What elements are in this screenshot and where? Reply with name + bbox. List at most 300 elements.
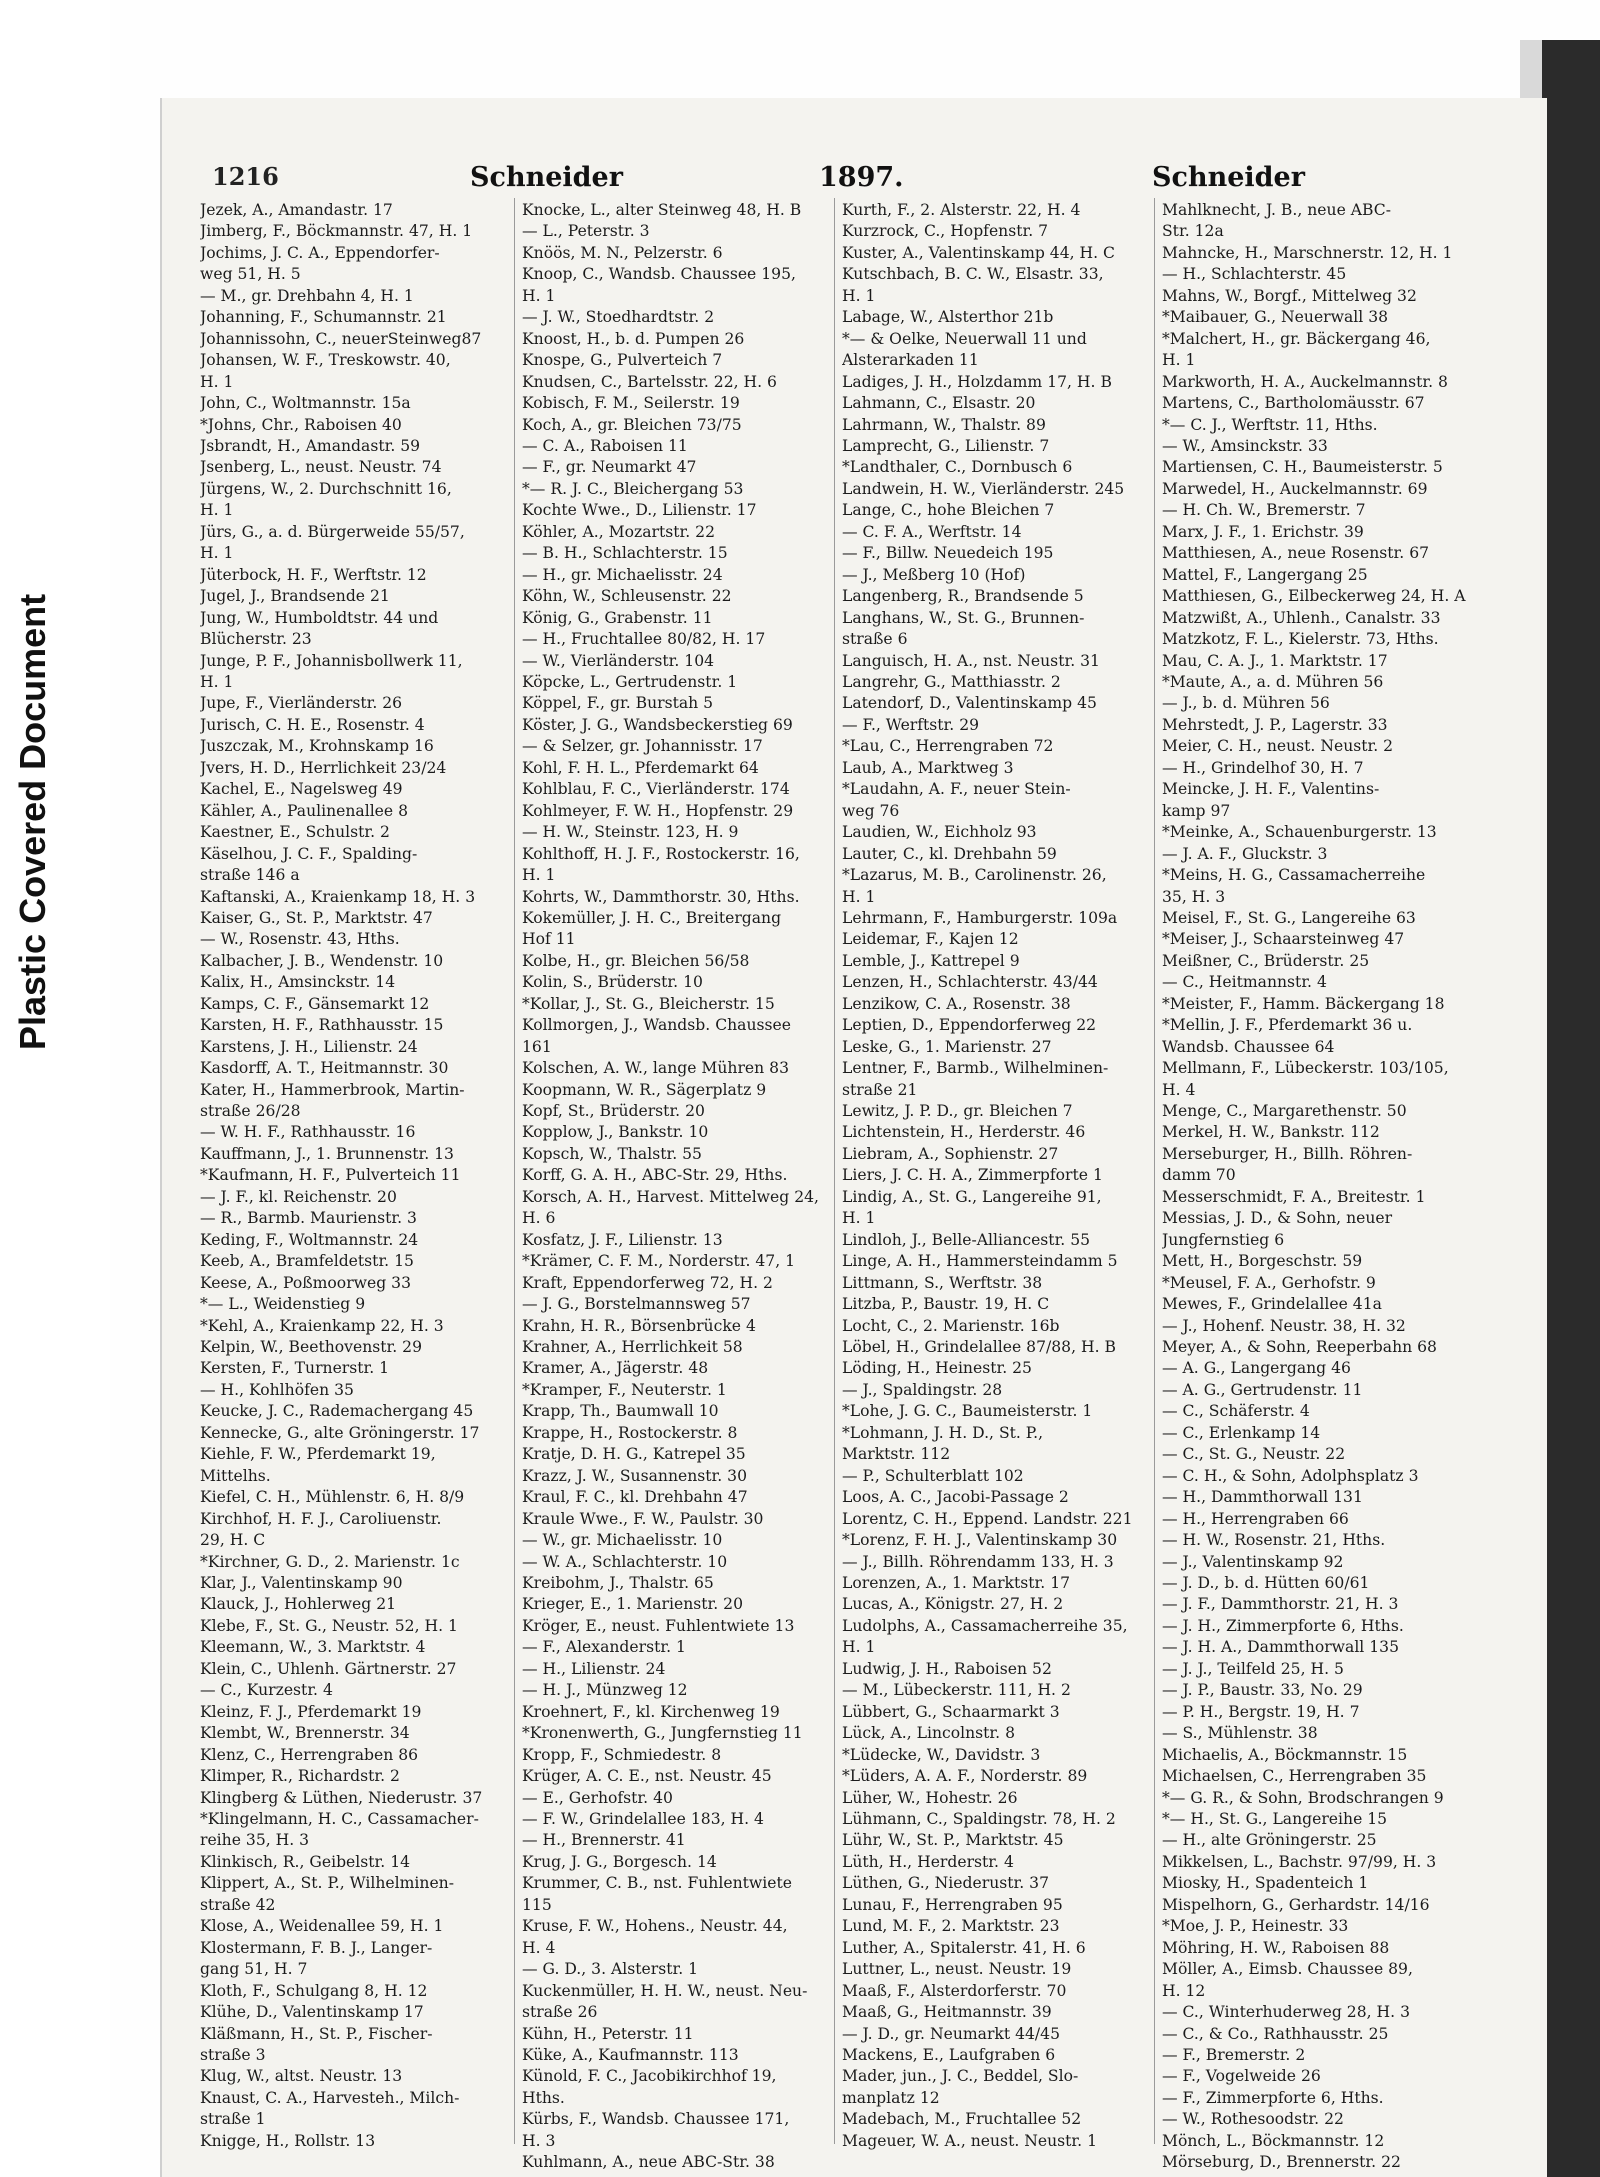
directory-entry: Kohrts, W., Dammthorstr. 30, Hths.	[522, 887, 800, 906]
directory-entry: Lübbert, G., Schaarmarkt 3	[842, 1702, 1060, 1721]
directory-entry: Kohl, F. H. L., Pferdemarkt 64	[522, 758, 759, 777]
directory-entry: Möhring, H. W., Raboisen 88	[1162, 1938, 1390, 1957]
directory-entry: Kiehle, F. W., Pferdemarkt 19,	[200, 1445, 436, 1464]
directory-entry: — L., Peterstr. 3	[522, 222, 650, 241]
directory-entry: Löbel, H., Grindelallee 87/88, H. B	[842, 1338, 1116, 1357]
directory-entry: Miosky, H., Spadenteich 1	[1162, 1874, 1369, 1893]
directory-entry: Kohlmeyer, F. W. H., Hopfenstr. 29	[522, 801, 794, 820]
directory-entry: Kolschen, A. W., lange Mühren 83	[522, 1059, 789, 1078]
directory-entry: Krüger, A. C. E., nst. Neustr. 45	[522, 1767, 772, 1786]
directory-entry: Kirchhof, H. F. J., Caroliuenstr.	[200, 1509, 442, 1528]
directory-entry: Kohlthoff, H. J. F., Rostockerstr. 16,	[522, 844, 800, 863]
directory-entry: *Maibauer, G., Neuerwall 38	[1162, 308, 1389, 327]
directory-entry: Keucke, J. C., Rademachergang 45	[200, 1402, 474, 1421]
directory-entry: Kobisch, F. M., Seilerstr. 19	[522, 394, 740, 413]
directory-entry: Kraul, F. C., kl. Drehbahn 47	[522, 1488, 748, 1507]
directory-entry: Jimberg, F., Böckmannstr. 47, H. 1	[200, 222, 473, 241]
directory-entry: Krapp, Th., Baumwall 10	[522, 1402, 719, 1421]
directory-entry: *Meins, H. G., Cassamacherreihe	[1162, 866, 1426, 885]
directory-entry: — A. G., Gertrudenstr. 11	[1162, 1380, 1363, 1399]
directory-entry: Kleinz, F. J., Pferdemarkt 19	[200, 1702, 422, 1721]
directory-entry: Klinkisch, R., Geibelstr. 14	[200, 1852, 411, 1871]
directory-entry: — W., Rosenstr. 43, Hths.	[200, 930, 400, 949]
directory-entry: — H., Grindelhof 30, H. 7	[1162, 758, 1364, 777]
directory-entry: Küke, A., Kaufmannstr. 113	[522, 2045, 739, 2064]
directory-entry: — C., Winterhuderweg 28, H. 3	[1162, 2003, 1410, 2022]
directory-entry: Juszczak, M., Krohnskamp 16	[200, 737, 434, 756]
directory-entry: Krieger, E., 1. Marienstr. 20	[522, 1595, 744, 1614]
directory-entry: Kosfatz, J. F., Lilienstr. 13	[522, 1230, 723, 1249]
directory-entry: Klose, A., Weidenallee 59, H. 1	[200, 1917, 444, 1936]
directory-entry: — J. F., kl. Reichenstr. 20	[200, 1187, 397, 1206]
directory-entry: 35, H. 3	[1162, 887, 1226, 906]
directory-entry: Klingberg & Lüthen, Niederustr. 37	[200, 1788, 483, 1807]
directory-entry: Mau, C. A. J., 1. Marktstr. 17	[1162, 651, 1388, 670]
directory-entry: Köster, J. G., Wandsbeckerstieg 69	[522, 715, 793, 734]
directory-entry: Meyer, A., & Sohn, Reeperbahn 68	[1162, 1338, 1437, 1357]
directory-entry: — J. H., Zimmerpforte 6, Hths.	[1162, 1616, 1404, 1635]
directory-entry: Klenz, C., Herrengraben 86	[200, 1745, 419, 1764]
column-rule	[514, 198, 515, 2144]
directory-entry: Mackens, E., Laufgraben 6	[842, 2045, 1056, 2064]
directory-entry: Klug, W., altst. Neustr. 13	[200, 2067, 403, 2086]
directory-entry: Knospe, G., Pulverteich 7	[522, 351, 723, 370]
directory-entry: Künold, F. C., Jacobikirchhof 19,	[522, 2067, 777, 2086]
directory-entry: Kropp, F., Schmiedestr. 8	[522, 1745, 722, 1764]
directory-entry: straße 26/28	[200, 1102, 301, 1121]
directory-entry: — C. F. A., Werftstr. 14	[842, 522, 1022, 541]
directory-entry: — E., Gerhofstr. 40	[522, 1788, 673, 1807]
directory-entry: Kuckenmüller, H. H. W., neust. Neu-	[522, 1981, 808, 2000]
directory-entry: Kaiser, G., St. P., Marktstr. 47	[200, 908, 433, 927]
directory-entry: Kraft, Eppendorferweg 72, H. 2	[522, 1273, 773, 1292]
directory-entry: Lorentz, C. H., Eppend. Landstr. 221	[842, 1509, 1133, 1528]
directory-entry: — C., Kurzestr. 4	[200, 1681, 333, 1700]
directory-entry: Marwedel, H., Auckelmannstr. 69	[1162, 479, 1428, 498]
directory-entry: straße 6	[842, 630, 908, 649]
directory-entry: H. 1	[1162, 351, 1196, 370]
directory-entry: — C. H., & Sohn, Adolphsplatz 3	[1162, 1466, 1419, 1485]
directory-entry: Kleemann, W., 3. Marktstr. 4	[200, 1638, 426, 1657]
directory-entry: Klostermann, F. B. J., Langer-	[200, 1938, 433, 1957]
directory-entry: Mellmann, F., Lübeckerstr. 103/105,	[1162, 1059, 1449, 1078]
directory-entry: Mahns, W., Borgf., Mittelweg 32	[1162, 286, 1417, 305]
directory-entry: Labage, W., Alsterthor 21b	[842, 308, 1054, 327]
directory-entry: Krazz, J. W., Susannenstr. 30	[522, 1466, 748, 1485]
directory-entry: Koopmann, W. R., Sägerplatz 9	[522, 1080, 767, 1099]
directory-entry: Kraule Wwe., F. W., Paulstr. 30	[522, 1509, 764, 1528]
directory-entry: Lück, A., Lincolnstr. 8	[842, 1724, 1016, 1743]
directory-entry: Leske, G., 1. Marienstr. 27	[842, 1037, 1052, 1056]
directory-entry: Klippert, A., St. P., Wilhelminen-	[200, 1874, 454, 1893]
directory-entry: — J., Billh. Röhrendamm 133, H. 3	[842, 1552, 1114, 1571]
directory-entry: *Klingelmann, H. C., Cassamacher-	[200, 1809, 479, 1828]
directory-entry: *Meusel, F. A., Gerhofstr. 9	[1162, 1273, 1376, 1292]
directory-entry: Lucas, A., Königstr. 27, H. 2	[842, 1595, 1064, 1614]
directory-entry: Ladiges, J. H., Holzdamm 17, H. B	[842, 372, 1112, 391]
directory-entry: straße 3	[200, 2045, 266, 2064]
directory-entry: Mahlknecht, J. B., neue ABC-	[1162, 201, 1391, 219]
directory-entry: — H., Lilienstr. 24	[522, 1659, 666, 1678]
directory-entry: straße 26	[522, 2003, 598, 2022]
directory-entry: Lahrmann, W., Thalstr. 89	[842, 415, 1046, 434]
directory-entry: H. 1	[842, 286, 876, 305]
directory-entry: straße 1	[200, 2110, 266, 2129]
directory-entry: Mehrstedt, J. P., Lagerstr. 33	[1162, 715, 1388, 734]
directory-entry: Knigge, H., Rollstr. 13	[200, 2131, 376, 2150]
directory-entry: — & Selzer, gr. Johannisstr. 17	[522, 737, 763, 756]
directory-entry: Kelpin, W., Beethovenstr. 29	[200, 1338, 423, 1357]
directory-entry: Michaelsen, C., Herrengraben 35	[1162, 1767, 1427, 1786]
directory-entry: *— H., St. G., Langereihe 15	[1162, 1809, 1388, 1828]
directory-entry: — A. G., Langergang 46	[1162, 1359, 1351, 1378]
directory-entry: *Kirchner, G. D., 2. Marienstr. 1c	[200, 1552, 460, 1571]
directory-entry: Lühmann, C., Spaldingstr. 78, H. 2	[842, 1809, 1116, 1828]
directory-entry: Jochims, J. C. A., Eppendorfer-	[200, 243, 440, 262]
page-number: 1216	[212, 162, 279, 191]
directory-entry: Hths.	[522, 2088, 565, 2107]
directory-entry: Languisch, H. A., nst. Neustr. 31	[842, 651, 1100, 670]
side-label-strip	[0, 0, 110, 2177]
directory-entry: *Meinke, A., Schauenburgerstr. 13	[1162, 823, 1437, 842]
directory-entry: Kähler, A., Paulinenallee 8	[200, 801, 409, 820]
directory-entry: Langrehr, G., Matthiasstr. 2	[842, 672, 1061, 691]
directory-entry: Lühr, W., St. P., Marktstr. 45	[842, 1831, 1064, 1850]
directory-entry: — F., Billw. Neuedeich 195	[842, 544, 1054, 563]
directory-entry: Köhler, A., Mozartstr. 22	[522, 522, 716, 541]
directory-entry: Keding, F., Woltmannstr. 24	[200, 1230, 419, 1249]
directory-entry: *Lau, C., Herrengraben 72	[842, 737, 1054, 756]
directory-entry: Krahner, A., Herrlichkeit 58	[522, 1338, 743, 1357]
directory-entry: — F., Vogelweide 26	[1162, 2067, 1321, 2086]
directory-entry: — C., St. G., Neustr. 22	[1162, 1445, 1346, 1464]
column-1	[200, 200, 514, 2150]
directory-entry: Klimper, R., Richardstr. 2	[200, 1767, 400, 1786]
directory-entry: Madebach, M., Fruchtallee 52	[842, 2110, 1082, 2129]
directory-entry: — W. A., Schlachterstr. 10	[522, 1552, 728, 1571]
directory-entry: *Kaufmann, H. F., Pulverteich 11	[200, 1166, 461, 1185]
directory-entry: Klein, C., Uhlenh. Gärtnerstr. 27	[200, 1659, 457, 1678]
directory-entry: *Mellin, J. F., Pferdemarkt 36 u.	[1162, 1016, 1413, 1035]
directory-entry: Kersten, F., Turnerstr. 1	[200, 1359, 390, 1378]
directory-entry: Mikkelsen, L., Bachstr. 97/99, H. 3	[1162, 1852, 1437, 1871]
directory-entry: Krappe, H., Rostockerstr. 8	[522, 1423, 738, 1442]
directory-entry: Ludwig, J. H., Raboisen 52	[842, 1659, 1052, 1678]
directory-entry: *Meiser, J., Schaarsteinweg 47	[1162, 930, 1405, 949]
directory-entry: Kläßmann, H., St. P., Fischer-	[200, 2024, 433, 2043]
directory-entry: Jezek, A., Amandastr. 17	[200, 201, 393, 219]
directory-entry: Mittelhs.	[200, 1466, 271, 1485]
directory-entry: H. 1	[842, 887, 876, 906]
directory-entry: Lindig, A., St. G., Langereihe 91,	[842, 1187, 1102, 1206]
directory-entry: Lewitz, J. P. D., gr. Bleichen 7	[842, 1102, 1073, 1121]
plastic-covered-label: Plastic Covered Document	[12, 593, 53, 1050]
directory-entry: Kruse, F. W., Hohens., Neustr. 44,	[522, 1917, 788, 1936]
directory-entry: Messerschmidt, F. A., Breitestr. 1	[1162, 1187, 1426, 1206]
directory-entry: — C., Schäferstr. 4	[1162, 1402, 1310, 1421]
directory-entry: *Lohmann, J. H. D., St. P.,	[842, 1423, 1044, 1442]
directory-page	[160, 98, 1547, 2177]
directory-entry: Kröger, E., neust. Fuhlentwiete 13	[522, 1616, 795, 1635]
directory-entry: Klühe, D., Valentinskamp 17	[200, 2003, 424, 2022]
directory-entry: Kratje, D. H. G., Katrepel 35	[522, 1445, 746, 1464]
directory-entry: — W. H. F., Rathhausstr. 16	[200, 1123, 416, 1142]
directory-entry: Lentner, F., Barmb., Wilhelminen-	[842, 1059, 1109, 1078]
directory-entry: H. 1	[522, 866, 556, 885]
directory-entry: Lindloh, J., Belle-Alliancestr. 55	[842, 1230, 1091, 1249]
directory-entry: Knoost, H., b. d. Pumpen 26	[522, 329, 745, 348]
directory-entry: Korff, G. A. H., ABC-Str. 29, Hths.	[522, 1166, 788, 1185]
directory-entry: Lichtenstein, H., Herderstr. 46	[842, 1123, 1086, 1142]
directory-entry: Lamprecht, G., Lilienstr. 7	[842, 436, 1050, 455]
directory-entry: *Lüders, A. A. F., Norderstr. 89	[842, 1767, 1088, 1786]
directory-entry: Johansen, W. F., Treskowstr. 40,	[200, 351, 451, 370]
directory-entry: Liers, J. C. H. A., Zimmerpforte 1	[842, 1166, 1103, 1185]
directory-entry: Kuhlmann, A., neue ABC-Str. 38	[522, 2153, 775, 2172]
directory-entry: — C., Heitmannstr. 4	[1162, 973, 1327, 992]
directory-entry: *Kramper, F., Neuterstr. 1	[522, 1380, 727, 1399]
directory-entry: straße 21	[842, 1080, 918, 1099]
directory-entry: Laub, A., Marktweg 3	[842, 758, 1014, 777]
directory-entry: — C. A., Raboisen 11	[522, 436, 688, 455]
directory-entry: Jung, W., Humboldtstr. 44 und	[200, 608, 439, 627]
directory-entry: Jüterbock, H. F., Werftstr. 12	[200, 565, 427, 584]
directory-entry: Krug, J. G., Borgesch. 14	[522, 1852, 717, 1871]
directory-entry: Leidemar, F., Kajen 12	[842, 930, 1019, 949]
directory-entry: — J. F., Dammthorstr. 21, H. 3	[1162, 1595, 1399, 1614]
directory-entry: straße 42	[200, 1895, 276, 1914]
directory-entry: H. 1	[200, 544, 234, 563]
directory-entry: Jvers, H. D., Herrlichkeit 23/24	[200, 758, 447, 777]
directory-entry: — F., Werftstr. 29	[842, 715, 980, 734]
directory-entry: Löding, H., Heinestr. 25	[842, 1359, 1032, 1378]
directory-entry: Karsten, H. F., Rathhausstr. 15	[200, 1016, 444, 1035]
directory-entry: Kramer, A., Jägerstr. 48	[522, 1359, 709, 1378]
directory-entry: Krahn, H. R., Börsenbrücke 4	[522, 1316, 756, 1335]
directory-entry: Meisel, F., St. G., Langereihe 63	[1162, 908, 1416, 927]
column-2	[522, 200, 836, 2172]
directory-entry: Martiensen, C. H., Baumeisterstr. 5	[1162, 458, 1443, 477]
directory-entry: *— G. R., & Sohn, Brodschrangen 9	[1162, 1788, 1444, 1807]
directory-entry: *Meister, F., Hamm. Bäckergang 18	[1162, 994, 1445, 1013]
directory-entry: Lüth, H., Herderstr. 4	[842, 1852, 1014, 1871]
directory-entry: H. 12	[1162, 1981, 1206, 2000]
directory-entry: 115	[522, 1895, 552, 1914]
directory-entry: Köhn, W., Schleusenstr. 22	[522, 587, 732, 606]
directory-entry: *Lazarus, M. B., Carolinenstr. 26,	[842, 866, 1107, 885]
directory-entry: — J. G., Borstelmannsweg 57	[522, 1295, 751, 1314]
directory-entry: Kuster, A., Valentinskamp 44, H. C	[842, 243, 1115, 262]
directory-entry: Lahmann, C., Elsastr. 20	[842, 394, 1036, 413]
directory-entry: Jürgens, W., 2. Durchschnitt 16,	[200, 479, 452, 498]
directory-entry: Litzba, P., Baustr. 19, H. C	[842, 1295, 1050, 1314]
running-head-right: Schneider	[1152, 162, 1305, 193]
directory-entry: 29, H. C	[200, 1531, 266, 1550]
directory-entry: Maaß, G., Heitmannstr. 39	[842, 2003, 1052, 2022]
directory-entry: Mahncke, H., Marschnerstr. 12, H. 1	[1162, 243, 1453, 262]
directory-entry: H. 1	[842, 1209, 876, 1228]
directory-entry: Matzkotz, F. L., Kielerstr. 73, Hths.	[1162, 630, 1439, 649]
directory-entry: — H. W., Rosenstr. 21, Hths.	[1162, 1531, 1386, 1550]
directory-entry: — J. D., gr. Neumarkt 44/45	[842, 2024, 1061, 2043]
directory-entry: H. 4	[1162, 1080, 1196, 1099]
directory-entry: — H. J., Münzweg 12	[522, 1681, 688, 1700]
directory-entry: Str. 12a	[1162, 222, 1224, 241]
directory-entry: Jungfernstieg 6	[1162, 1230, 1285, 1249]
directory-entry: Kroehnert, F., kl. Kirchenweg 19	[522, 1702, 780, 1721]
directory-entry: Keese, A., Poßmoorweg 33	[200, 1273, 412, 1292]
directory-entry: Kolin, S., Brüderstr. 10	[522, 973, 703, 992]
directory-entry: Jugel, J., Brandsende 21	[200, 587, 390, 606]
directory-entry: *Malchert, H., gr. Bäckergang 46,	[1162, 329, 1431, 348]
directory-entry: Korsch, A. H., Harvest. Mittelweg 24,	[522, 1187, 819, 1206]
directory-entry: Krummer, C. B., nst. Fuhlentwiete	[522, 1874, 792, 1893]
directory-entry: Lenzen, H., Schlachterstr. 43/44	[842, 973, 1098, 992]
directory-entry: Mewes, F., Grindelallee 41a	[1162, 1295, 1382, 1314]
directory-entry: Laudien, W., Eichholz 93	[842, 823, 1037, 842]
directory-entry: — H. W., Steinstr. 123, H. 9	[522, 823, 739, 842]
directory-entry: Kalix, H., Amsinckstr. 14	[200, 973, 396, 992]
directory-entry: Kopf, St., Brüderstr. 20	[522, 1102, 705, 1121]
directory-entry: — C., Erlenkamp 14	[1162, 1423, 1321, 1442]
directory-entry: — F., gr. Neumarkt 47	[522, 458, 697, 477]
directory-entry: Kaftanski, A., Kraienkamp 18, H. 3	[200, 887, 476, 906]
directory-entry: Mageuer, W. A., neust. Neustr. 1	[842, 2131, 1098, 2150]
directory-entry: — H., Fruchtallee 80/82, H. 17	[522, 630, 766, 649]
directory-entry: Lund, M. F., 2. Marktstr. 23	[842, 1917, 1060, 1936]
directory-entry: — H., Kohlhöfen 35	[200, 1380, 354, 1399]
directory-entry: *Moe, J. P., Heinestr. 33	[1162, 1917, 1349, 1936]
directory-entry: Mispelhorn, G., Gerhardstr. 14/16	[1162, 1895, 1430, 1914]
directory-entry: — M., Lübeckerstr. 111, H. 2	[842, 1681, 1071, 1700]
directory-entry: — J., Hohenf. Neustr. 38, H. 32	[1162, 1316, 1406, 1335]
directory-entry: Marktstr. 112	[842, 1445, 951, 1464]
directory-entry: Lehrmann, F., Hamburgerstr. 109a	[842, 908, 1118, 927]
directory-entry: Lauter, C., kl. Drehbahn 59	[842, 844, 1057, 863]
directory-entry: — J., Valentinskamp 92	[1162, 1552, 1344, 1571]
directory-entry: — J., b. d. Mühren 56	[1162, 694, 1330, 713]
directory-entry: — W., Amsinckstr. 33	[1162, 436, 1328, 455]
directory-entry: Lange, C., hohe Bleichen 7	[842, 501, 1055, 520]
directory-entry: H. 3	[522, 2131, 556, 2150]
directory-entry: — H., gr. Michaelisstr. 24	[522, 565, 723, 584]
directory-entry: manplatz 12	[842, 2088, 940, 2107]
directory-entry: Matzwißt, A., Uhlenh., Canalstr. 33	[1162, 608, 1441, 627]
directory-entry: *Kronenwerth, G., Jungfernstieg 11	[522, 1724, 803, 1743]
directory-entry: *— L., Weidenstieg 9	[200, 1295, 366, 1314]
column-4	[1162, 200, 1476, 2172]
directory-entry: Keeb, A., Bramfeldetstr. 15	[200, 1252, 414, 1271]
directory-entry: Käselhou, J. C. F., Spalding-	[200, 844, 418, 863]
page-header	[212, 162, 1512, 202]
directory-entry: Kalbacher, J. B., Wendenstr. 10	[200, 951, 444, 970]
directory-entry: Liebram, A., Sophienstr. 27	[842, 1144, 1059, 1163]
directory-entry: Jupe, F., Vierländerstr. 26	[200, 694, 403, 713]
directory-entry: *Lohe, J. G. C., Baumeisterstr. 1	[842, 1402, 1093, 1421]
directory-entry: 161	[522, 1037, 552, 1056]
directory-entry: — J. D., b. d. Hütten 60/61	[1162, 1574, 1370, 1592]
directory-entry: Lemble, J., Kattrepel 9	[842, 951, 1020, 970]
directory-entry: — J. J., Teilfeld 25, H. 5	[1162, 1659, 1344, 1678]
directory-entry: Latendorf, D., Valentinskamp 45	[842, 694, 1097, 713]
directory-entry: Merseburger, H., Billh. Röhren-	[1162, 1144, 1413, 1163]
directory-entry: Mönch, L., Böckmannstr. 12	[1162, 2131, 1385, 2150]
directory-entry: Landwein, H. W., Vierländerstr. 245	[842, 479, 1125, 498]
directory-entry: Lüher, W., Hohestr. 26	[842, 1788, 1018, 1807]
directory-entry: Klembt, W., Brennerstr. 34	[200, 1724, 410, 1743]
directory-entry: damm 70	[1162, 1166, 1236, 1185]
directory-entry: Kachel, E., Nagelsweg 49	[200, 780, 403, 799]
directory-entry: Michaelis, A., Böckmannstr. 15	[1162, 1745, 1408, 1764]
directory-entry: Blücherstr. 23	[200, 630, 312, 649]
directory-entry: — R., Barmb. Maurienstr. 3	[200, 1209, 417, 1228]
directory-entry: — H., Dammthorwall 131	[1162, 1488, 1363, 1507]
directory-entry: Mett, H., Borgeschstr. 59	[1162, 1252, 1363, 1271]
directory-entry: Karstens, J. H., Lilienstr. 24	[200, 1037, 418, 1056]
directory-entry: *Johns, Chr., Raboisen 40	[200, 415, 402, 434]
directory-entry: Kolbe, H., gr. Bleichen 56/58	[522, 951, 750, 970]
running-head-left: Schneider	[470, 162, 623, 193]
directory-entry: Möller, A., Eimsb. Chaussee 89,	[1162, 1960, 1413, 1979]
directory-entry: Loos, A. C., Jacobi-Passage 2	[842, 1488, 1069, 1507]
directory-entry: Markworth, H. A., Auckelmannstr. 8	[1162, 372, 1448, 391]
directory-entry: Jsenberg, L., neust. Neustr. 74	[200, 458, 442, 477]
directory-entry: H. 1	[200, 501, 234, 520]
directory-entry: — S., Mühlenstr. 38	[1162, 1724, 1318, 1743]
directory-entry: H. 1	[200, 372, 234, 391]
directory-entry: Kollmorgen, J., Wandsb. Chaussee	[522, 1016, 791, 1035]
directory-entry: Kauffmann, J., 1. Brunnenstr. 13	[200, 1144, 454, 1163]
directory-entry: Köppel, F., gr. Burstah 5	[522, 694, 714, 713]
directory-entry: *— R. J. C., Bleichergang 53	[522, 479, 744, 498]
directory-entry: Klar, J., Valentinskamp 90	[200, 1574, 403, 1592]
directory-entry: Marx, J. F., 1. Erichstr. 39	[1162, 522, 1364, 541]
directory-entry: — J. P., Baustr. 33, No. 29	[1162, 1681, 1363, 1700]
directory-entry: — J. A. F., Gluckstr. 3	[1162, 844, 1328, 863]
directory-entry: — H., Herrengraben 66	[1162, 1509, 1349, 1528]
book-spine-shadow	[1542, 40, 1600, 2177]
directory-entry: Kürbs, F., Wandsb. Chaussee 171,	[522, 2110, 790, 2129]
directory-entry: *Laudahn, A. F., neuer Stein-	[842, 780, 1071, 799]
directory-entry: H. 6	[522, 1209, 556, 1228]
directory-entry: *Kehl, A., Kraienkamp 22, H. 3	[200, 1316, 444, 1335]
directory-entry: — J., Meßberg 10 (Hof)	[842, 565, 1026, 584]
directory-entry: Matthiesen, G., Eilbeckerweg 24, H. A	[1162, 587, 1466, 606]
directory-entry: — G. D., 3. Alsterstr. 1	[522, 1960, 699, 1979]
directory-entry: Kiefel, C. H., Mühlenstr. 6, H. 8/9	[200, 1488, 465, 1507]
directory-entry: Luttner, L., neust. Neustr. 19	[842, 1960, 1072, 1979]
directory-entry: Meißner, C., Brüderstr. 25	[1162, 951, 1370, 970]
directory-entry: Junge, P. F., Johannisbollwerk 11,	[200, 651, 463, 670]
directory-entry: — F., Zimmerpforte 6, Hths.	[1162, 2088, 1384, 2107]
directory-entry: Kopsch, W., Thalstr. 55	[522, 1144, 702, 1163]
directory-entry: Jsbrandt, H., Amandastr. 59	[200, 436, 421, 455]
directory-entry: — J. H. A., Dammthorwall 135	[1162, 1638, 1400, 1657]
directory-entry: — W., Rothesoodstr. 22	[1162, 2110, 1344, 2129]
directory-entry: Kasdorff, A. T., Heitmannstr. 30	[200, 1059, 449, 1078]
directory-entry: — J. W., Stoedhardtstr. 2	[522, 308, 715, 327]
directory-entry: straße 146 a	[200, 866, 300, 885]
directory-entry: John, C., Woltmannstr. 15a	[200, 394, 411, 413]
directory-entry: Kamps, C. F., Gänsemarkt 12	[200, 994, 430, 1013]
directory-entry: Maaß, F., Alsterdorferstr. 70	[842, 1981, 1067, 2000]
directory-entry: — J., Spaldingstr. 28	[842, 1380, 1003, 1399]
directory-entry: weg 76	[842, 801, 900, 820]
directory-entry: Koch, A., gr. Bleichen 73/75	[522, 415, 742, 434]
directory-entry: — B. H., Schlachterstr. 15	[522, 544, 728, 563]
directory-entry: gang 51, H. 7	[200, 1960, 308, 1979]
directory-entry: Lenzikow, C. A., Rosenstr. 38	[842, 994, 1071, 1013]
